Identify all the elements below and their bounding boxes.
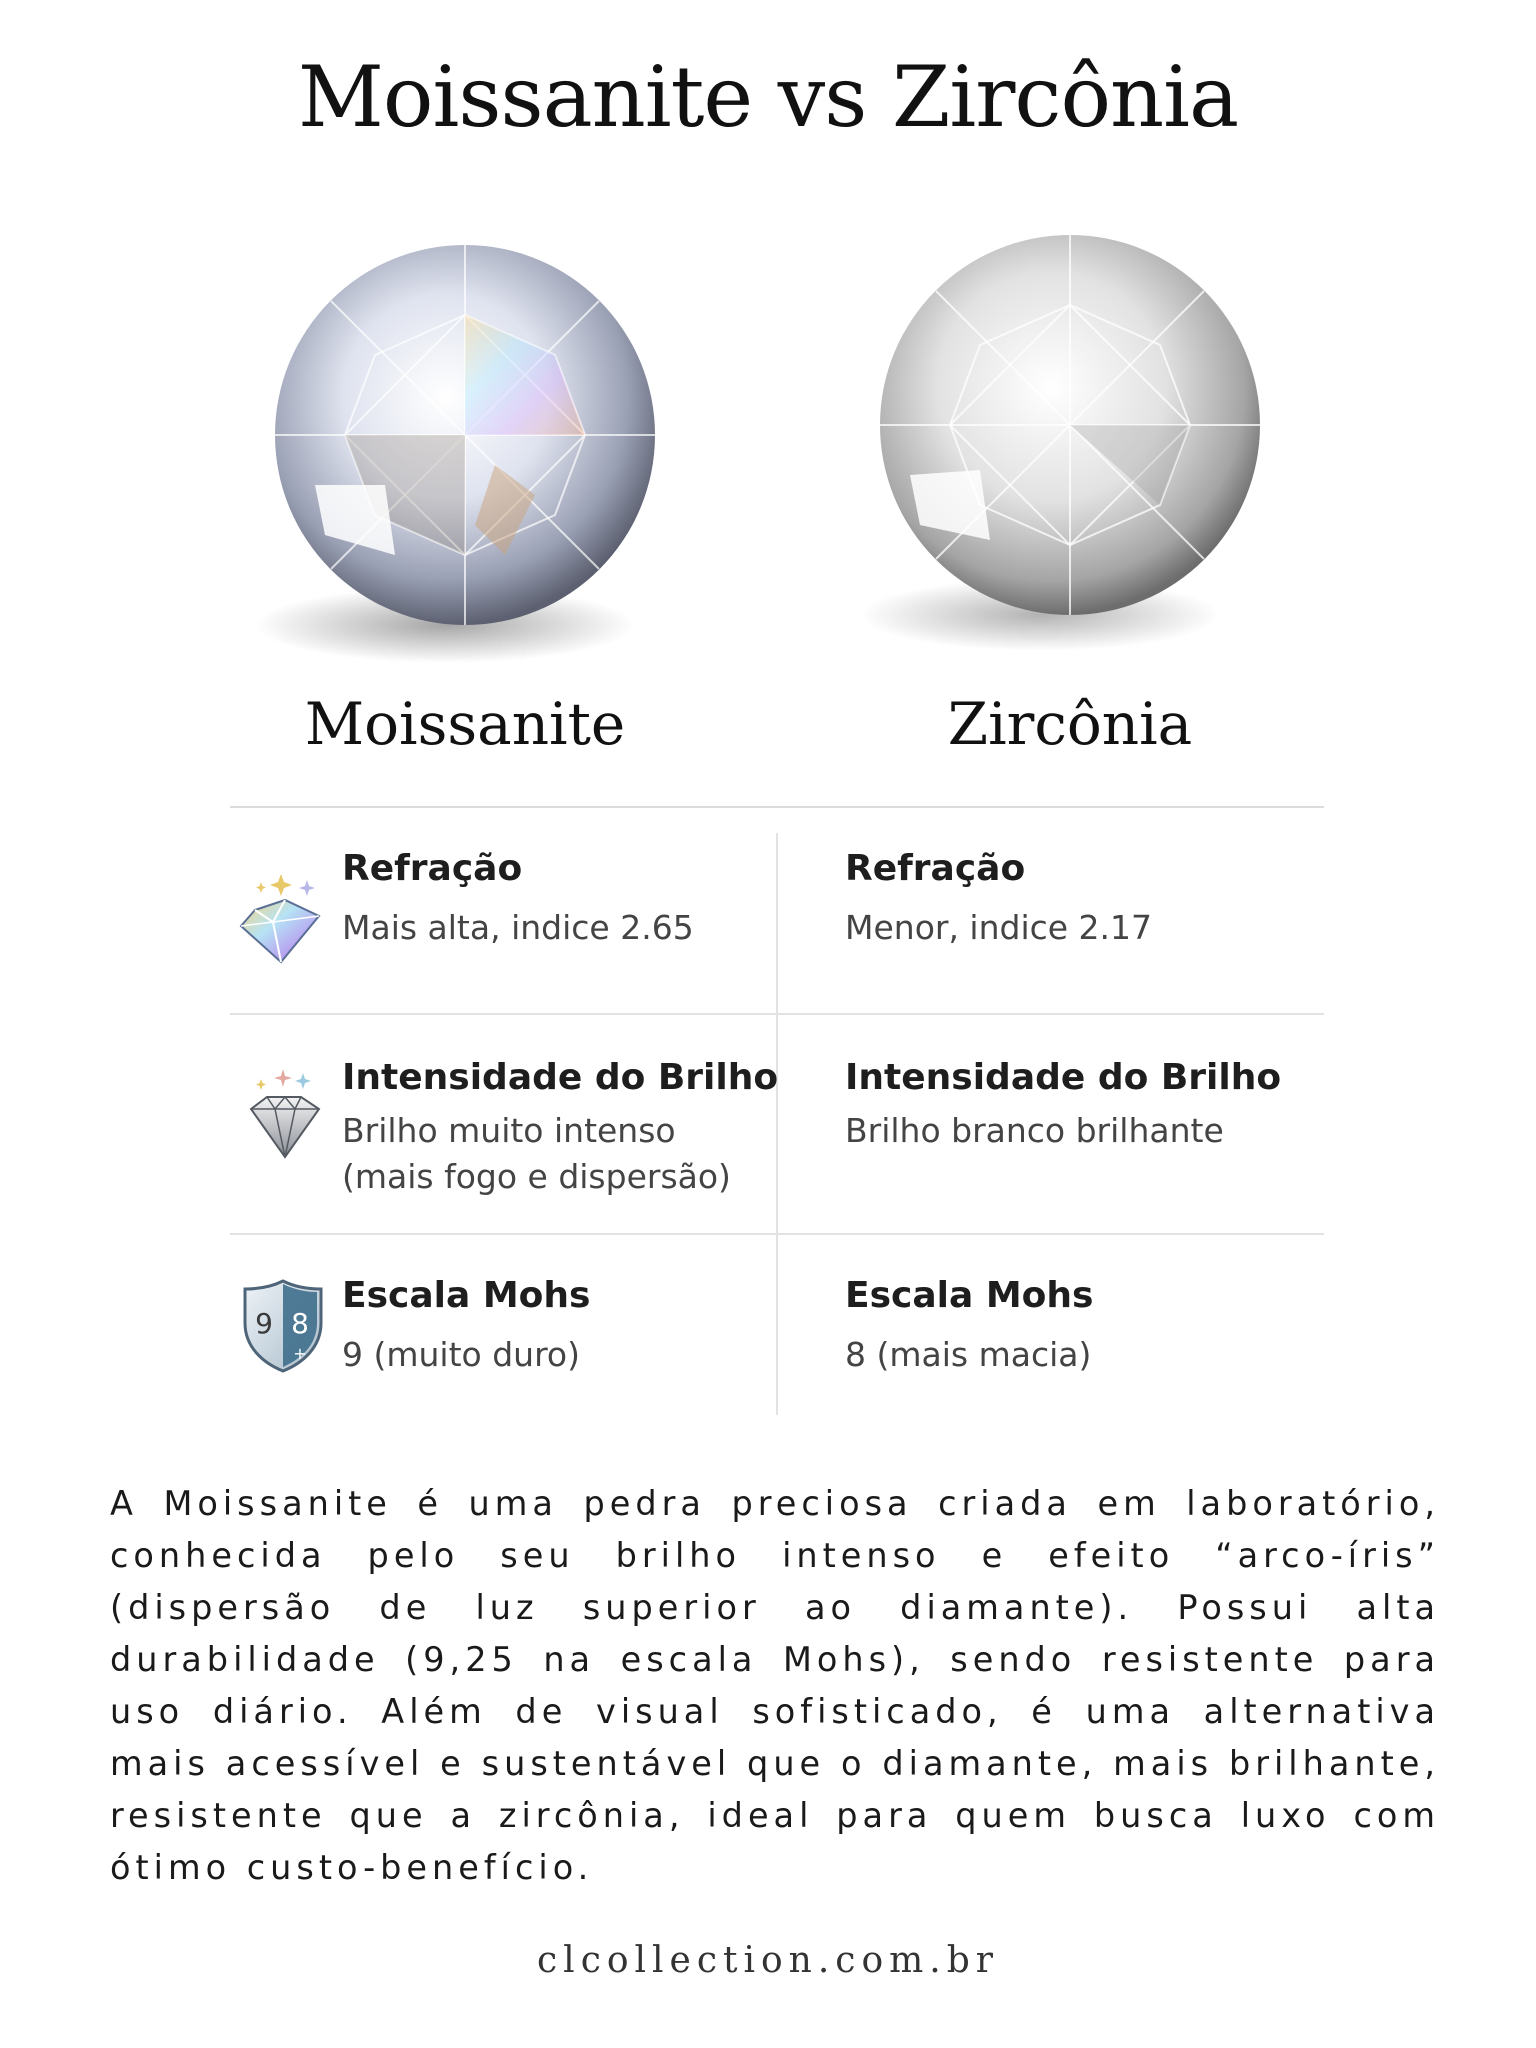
column-divider (776, 1235, 778, 1415)
moissanite-mohs-cell (342, 1275, 590, 1378)
cell-title: Escala Mohs (342, 1275, 591, 1316)
cell-text: 9 (muito duro) (342, 1335, 580, 1374)
zirconia-label: Zircônia (947, 690, 1193, 758)
page-title: Moissanite vs Zircônia (297, 48, 1239, 146)
cell-text: (mais fogo e dispersão) (342, 1157, 731, 1196)
table-row-refraction (230, 808, 1324, 1015)
moissanite-brilliance-cell (342, 1057, 778, 1200)
zirconia-gem-image (840, 235, 1300, 695)
moissanite-refraction-cell (342, 848, 694, 951)
cell-title: Refração (845, 848, 1026, 889)
shield-digit-nine: 9 (255, 1307, 273, 1340)
zirconia-refraction-cell (845, 848, 1152, 951)
cell-text: Mais alta, indice 2.65 (342, 908, 694, 947)
description-paragraph: A Moissanite é uma pedra preciosa criada em laboratório, conhecida pelo seu brilho intenso e efeito “arco-íris” (dispersão de luz superior ao diamante). Possui alta durabilidade (9,25 na escala Mohs), sendo resistente para uso diário. Além de visual sofisticado, é uma alternativa mais acessível e sustentável que o diamante, mais brilhante, resistente que a zircônia, ideal para quem busca luxo com ótimo custo-benefício. (110, 1484, 1440, 1887)
cell-text: Brilho muito intenso (342, 1111, 676, 1150)
shield-plus-sign: + (293, 1344, 307, 1363)
cell-title: Escala Mohs (845, 1275, 1094, 1316)
comparison-table (230, 808, 1324, 1415)
zirconia-brilliance-cell (845, 1057, 1281, 1154)
shield-digit-eight: 8 (291, 1307, 309, 1340)
mohs-shield-icon (233, 1275, 333, 1375)
table-row-mohs (230, 1235, 1324, 1415)
footer-website: clcollection.com.br (537, 1940, 999, 1981)
cell-title: Intensidade do Brilho (845, 1057, 1282, 1098)
table-row-brilliance (230, 1015, 1324, 1235)
brilliant-diamond-icon (233, 1065, 333, 1165)
cell-title: Intensidade do Brilho (342, 1057, 779, 1098)
cell-text: Menor, indice 2.17 (845, 908, 1153, 947)
column-divider (776, 833, 778, 1013)
sparkling-diamond-icon (233, 870, 333, 970)
moissanite-gem-image (235, 235, 695, 695)
zirconia-mohs-cell (845, 1275, 1093, 1378)
cell-text: 8 (mais macia) (845, 1335, 1092, 1374)
cell-text: Brilho branco brilhante (845, 1111, 1224, 1150)
moissanite-label: Moissanite (304, 690, 626, 758)
cell-title: Refração (342, 848, 523, 889)
